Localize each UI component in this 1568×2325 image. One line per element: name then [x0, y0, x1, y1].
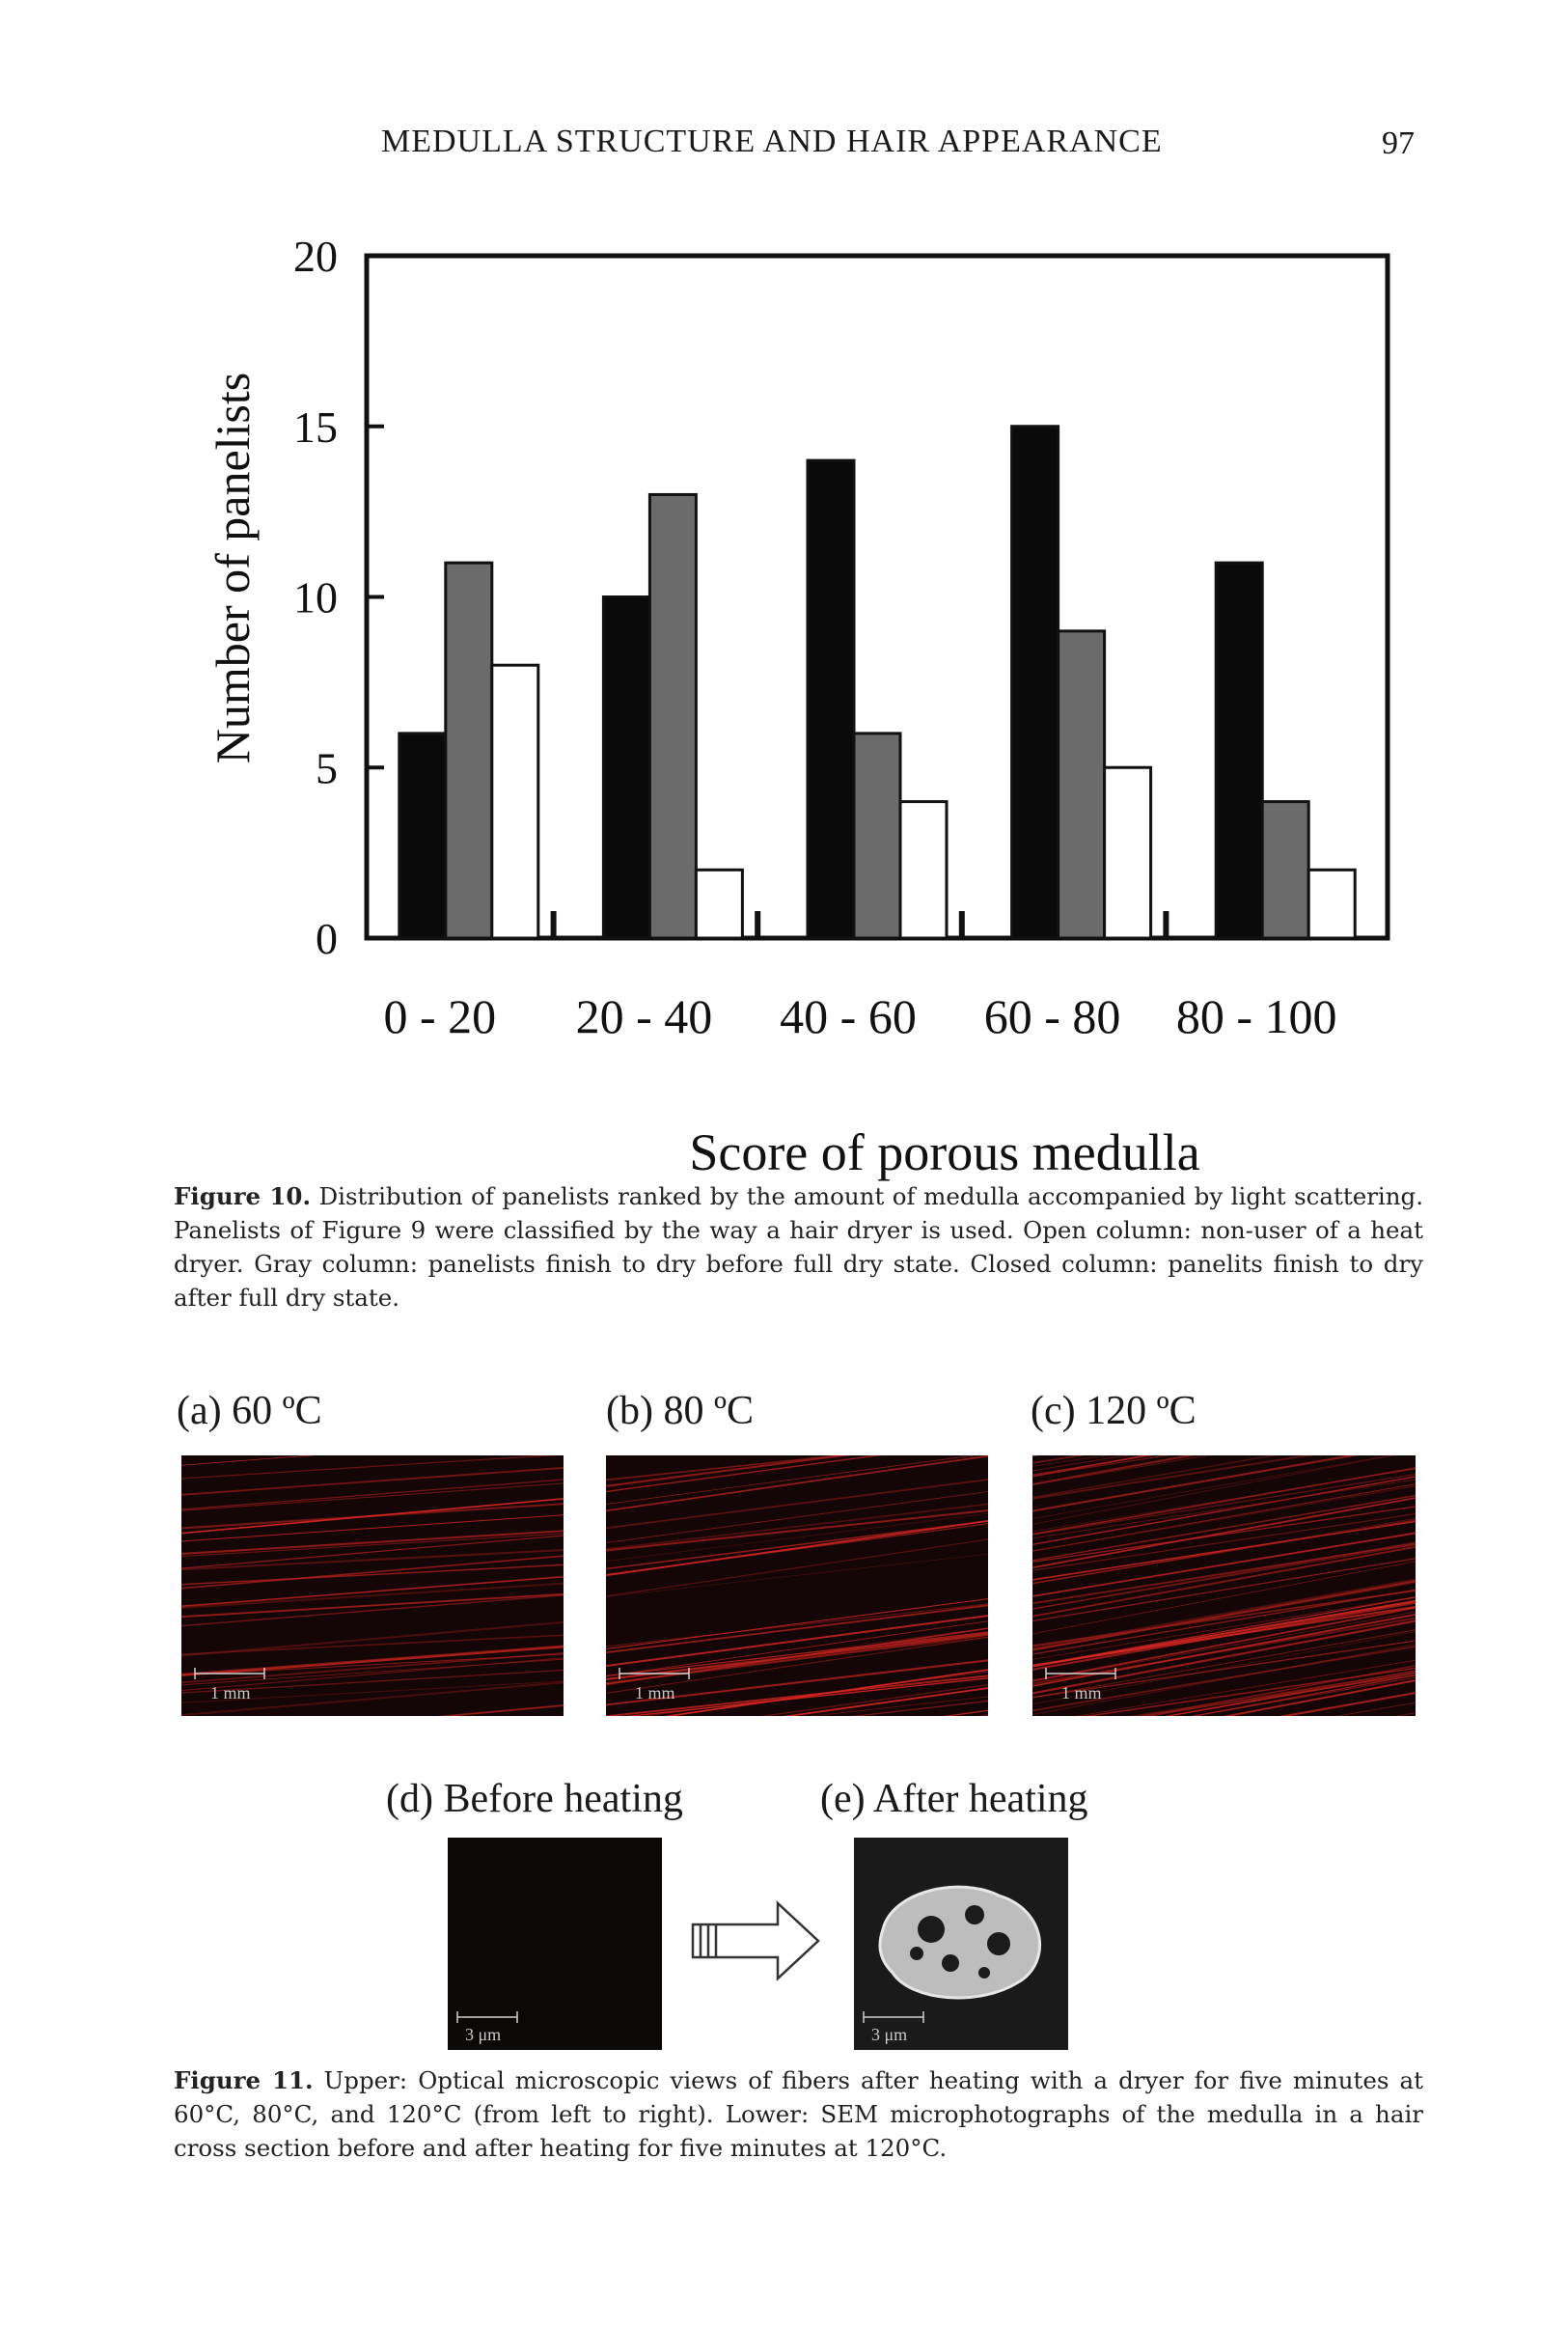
fiber-texture	[606, 1455, 988, 1716]
bar-open-4	[1105, 767, 1151, 938]
fiber-line	[181, 1479, 564, 1510]
fiber-line	[1032, 1455, 1416, 1486]
figure-11-label: Figure 11.	[174, 2066, 314, 2094]
x-tick-label: 20 - 40	[575, 989, 713, 1043]
fiber-line	[606, 1553, 988, 1598]
y-tick-label: 15	[293, 401, 338, 452]
fiber-line	[606, 1631, 988, 1677]
bar-closed-4	[1012, 427, 1059, 938]
fiber-line	[1032, 1496, 1416, 1569]
bar-open-1	[492, 665, 538, 938]
x-tick-label: 40 - 60	[780, 989, 917, 1043]
pore	[987, 1932, 1010, 1955]
fiber-line	[1032, 1455, 1416, 1464]
y-tick-label: 10	[293, 572, 338, 623]
sem-overlay	[854, 1838, 1068, 2050]
fiber-line	[606, 1503, 988, 1550]
bar-closed-1	[399, 733, 446, 938]
fiber-texture	[181, 1455, 564, 1716]
fiber-line	[1032, 1610, 1416, 1683]
figure-11-text: Upper: Optical microscopic views of fibers after heating with a dryer for five minutes at 60°C, 80°C, and 120°C (from left to right). Lower: SEM microphotographs of the medulla in a hair cross section before and after heating for five minutes at 120°C.	[174, 2066, 1423, 2162]
bar-open-5	[1308, 870, 1355, 938]
sem-after-heating	[854, 1838, 1068, 2050]
sem-before-heating	[448, 1838, 662, 2050]
micrograph-label-60c: (a) 60 ºC	[177, 1389, 322, 1433]
scale-bar-label: 3 μm	[465, 2025, 502, 2044]
fiber-line	[1032, 1455, 1416, 1486]
scale-bar	[864, 2011, 923, 2023]
fiber-line	[181, 1498, 564, 1535]
micrograph-60c	[181, 1455, 564, 1716]
x-tick-label: 60 - 80	[983, 989, 1121, 1043]
fiber-line	[181, 1575, 564, 1607]
y-tick-label: 20	[293, 232, 338, 281]
figure-10-text: Distribution of panelists ranked by the amount of medulla accompanied by light scattering. Panelists of Figure 9 were classified by the way a hair dryer is used. Open column: non-user of a heat dryer. Gray column: panelists finish to dry before full dry state. Closed column: panelits finish to dry after full dry state.	[174, 1182, 1424, 1312]
pore	[978, 1967, 990, 1979]
scale-bar	[457, 2011, 517, 2023]
x-tick-label: 0 - 20	[383, 989, 497, 1043]
micrograph-120c	[1032, 1455, 1416, 1716]
scale-bar-label: 1 mm	[635, 1683, 675, 1702]
sem-label-before: (d) Before heating	[386, 1777, 683, 1821]
figure-10-label: Figure 10.	[174, 1182, 311, 1210]
bar-gray-1	[446, 563, 492, 938]
fiber-line	[606, 1479, 988, 1530]
scale-bar-label: 1 mm	[1061, 1683, 1102, 1702]
bar-gray-2	[649, 494, 696, 938]
fiber-line	[181, 1594, 564, 1626]
scale-bar-label: 1 mm	[210, 1683, 251, 1702]
fiber-line	[1032, 1475, 1416, 1546]
fiber-texture	[1032, 1455, 1416, 1716]
micrograph-label-80c: (b) 80 ºC	[606, 1389, 755, 1433]
fiber-line	[606, 1604, 988, 1653]
running-header: MEDULLA STRUCTURE AND HAIR APPEARANCE	[381, 124, 1163, 159]
fiber-line	[1032, 1455, 1416, 1457]
arrow-right-icon	[689, 1897, 824, 1984]
bar-gray-3	[854, 733, 900, 938]
pore	[942, 1954, 959, 1972]
pore	[918, 1916, 945, 1943]
scale-bar-label: 3 μm	[871, 2025, 908, 2044]
pore	[910, 1947, 923, 1960]
figure-11-caption	[174, 2063, 1423, 2165]
fiber-line	[181, 1593, 564, 1618]
bar-closed-5	[1216, 563, 1262, 938]
fiber-line	[181, 1455, 564, 1480]
bar-open-3	[900, 802, 947, 938]
micrograph-label-120c: (c) 120 ºC	[1031, 1389, 1197, 1433]
pore	[965, 1905, 984, 1924]
bar-closed-3	[808, 460, 854, 938]
figure-10-caption	[174, 1179, 1423, 1315]
fiber-line	[606, 1455, 988, 1481]
sem-overlay	[448, 1838, 662, 2050]
bar-gray-4	[1059, 631, 1105, 938]
x-tick-label: 80 - 100	[1175, 989, 1337, 1043]
fiber-line	[181, 1467, 564, 1495]
bar-chart	[145, 222, 1428, 1181]
bar-gray-5	[1262, 802, 1308, 938]
page-number: 97	[1382, 125, 1415, 161]
medulla-cross-section	[880, 1887, 1040, 1998]
sem-label-after: (e) After heating	[820, 1777, 1088, 1821]
fiber-line	[606, 1455, 988, 1506]
bar-open-2	[696, 870, 742, 938]
micrograph-80c	[606, 1455, 988, 1716]
fiber-line	[181, 1583, 564, 1608]
y-axis-label: Number of panelists	[206, 372, 260, 764]
bar-closed-2	[603, 597, 649, 939]
x-axis-label: Score of porous medulla	[689, 1123, 1200, 1181]
y-tick-label: 0	[316, 914, 338, 963]
y-tick-label: 5	[316, 743, 338, 793]
fiber-line	[181, 1455, 564, 1466]
fiber-line	[181, 1531, 564, 1555]
fiber-line	[606, 1512, 988, 1563]
